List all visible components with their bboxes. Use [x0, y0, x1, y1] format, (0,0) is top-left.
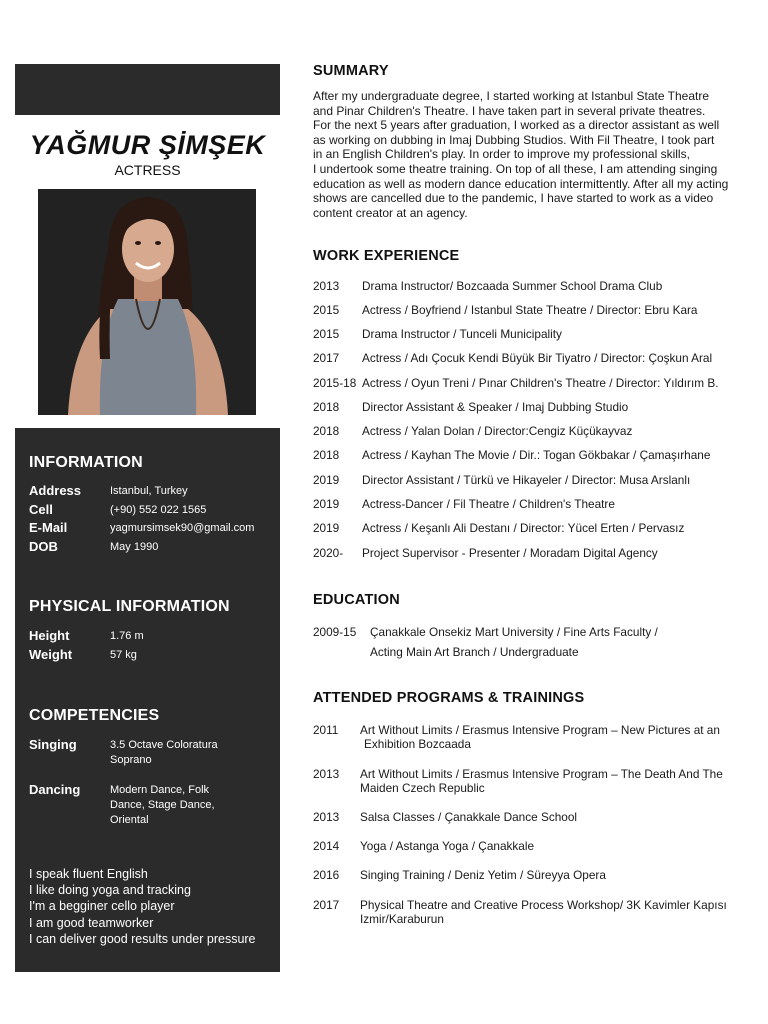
work-text: Project Supervisor - Presenter / Moradam Digital Agency [362, 546, 658, 560]
work-year: 2017 [313, 351, 340, 365]
training-item [313, 868, 743, 882]
training-year: 2013 [313, 810, 340, 824]
summary-line: shows are cancelled due to the pandemic, I have started to work as a video [313, 191, 714, 206]
work-heading: WORK EXPERIENCE [313, 248, 460, 264]
work-item [313, 546, 658, 560]
physical-value: 57 kg [110, 649, 137, 661]
training-text [360, 767, 743, 795]
education-heading: EDUCATION [313, 592, 400, 608]
info-label: Cell [29, 501, 53, 517]
work-text: Actress / Yalan Dolan / Director:Cengiz Küçükayvaz [362, 424, 633, 438]
competency-label: Singing [29, 737, 77, 752]
training-year: 2017 [313, 898, 340, 912]
work-year: 2013 [313, 279, 340, 293]
work-year: 2018 [313, 400, 340, 414]
education-line: Acting Main Art Branch / Undergraduate [370, 645, 579, 659]
training-item [313, 839, 743, 853]
training-text: Singing Training / Deniz Yetim / Süreyya Opera [360, 868, 606, 882]
info-row-cell [29, 502, 274, 521]
info-label: DOB [29, 538, 58, 554]
candidate-name: YAĞMUR ŞİMŞEK [29, 130, 266, 160]
sidebar-panel [15, 428, 280, 972]
work-item [313, 279, 662, 293]
work-text: Director Assistant / Türkü ve Hikayeler / Director: Musa Arslanlı [362, 473, 691, 487]
training-line: Physical Theatre and Creative Process Workshop/ 3K Kavimler Kapısı [360, 898, 727, 912]
note-item: I like doing yoga and tracking [29, 883, 191, 898]
note-item: I speak fluent English [29, 867, 148, 881]
summary-line: in an English Children's play. In order to improve my professional skills, [313, 147, 690, 162]
summary-line: content creator at an agency. [313, 205, 468, 220]
work-year: 2015 [313, 327, 340, 341]
work-text: Actress-Dancer / Fil Theatre / Children's Theatre [362, 497, 615, 511]
training-line: Exhibition Bozcaada [364, 737, 471, 751]
training-text: Salsa Classes / Çanakkale Dance School [360, 810, 578, 824]
education-line: Çanakkale Onsekiz Mart University / Fine Arts Faculty / [370, 625, 658, 639]
work-year: 2019 [313, 521, 340, 535]
physical-row-weight [29, 647, 274, 666]
summary-heading: SUMMARY [313, 63, 389, 79]
physical-heading: PHYSICAL INFORMATION [29, 598, 230, 615]
training-line: Art Without Limits / Erasmus Intensive Program – New Pictures at an [360, 723, 720, 737]
profile-photo [38, 189, 256, 415]
training-text [360, 723, 743, 751]
note-item: I can deliver good results under pressure [29, 931, 256, 946]
work-year: 2018 [313, 424, 340, 438]
info-row-email [29, 520, 274, 539]
portrait-illustration [38, 189, 256, 415]
work-item [313, 521, 684, 535]
education-year: 2009-15 [313, 625, 357, 639]
work-year: 2019 [313, 473, 340, 487]
information-heading: INFORMATION [29, 454, 143, 471]
work-text: Drama Instructor/ Bozcaada Summer School Drama Club [362, 279, 663, 293]
work-text: Actress / Boyfriend / Istanbul State Theatre / Director: Ebru Kara [362, 303, 698, 317]
training-text [360, 898, 743, 926]
work-item [313, 424, 632, 438]
info-value: Istanbul, Turkey [110, 485, 188, 497]
competency-value [110, 782, 274, 828]
work-text: Actress / Kayhan The Movie / Dir.: Togan Gökbakar / Çamaşırhane [362, 448, 711, 462]
education-text [370, 622, 658, 662]
name-block [15, 128, 280, 178]
work-year: 2018 [313, 448, 340, 462]
summary-line: and Pinar Children's Theatre. I have taken part in several private theatres. [313, 103, 706, 118]
summary-line: as working on dubbing in Imaj Dubbing Studios. With Fil Theatre, I took part [313, 132, 715, 147]
training-item [313, 723, 743, 751]
competency-line: Soprano [110, 754, 152, 766]
work-year: 2015-18 [313, 376, 357, 390]
physical-value: 1.76 m [110, 630, 144, 642]
info-value: May 1990 [110, 540, 159, 553]
work-year: 2019 [313, 497, 340, 511]
competencies-list [29, 737, 274, 828]
training-line: Izmir/Karaburun [360, 912, 444, 926]
training-item [313, 898, 743, 926]
training-line: Maiden Czech Republic [360, 781, 485, 795]
work-text: Director Assistant & Speaker / Imaj Dubbing Studio [362, 400, 629, 414]
work-text: Actress / Adı Çocuk Kendi Büyük Bir Tiyatro / Director: Çoşkun Aral [362, 351, 713, 365]
work-text: Actress / Oyun Treni / Pınar Children's Theatre / Director: Yıldırım B. [362, 376, 719, 390]
header-bar [15, 64, 280, 115]
note-item: I am good teamworker [29, 915, 154, 930]
physical-list [29, 628, 274, 666]
work-item [313, 448, 710, 462]
summary-line: For the next 5 years after graduation, I worked as a director assistant as well [313, 118, 720, 133]
candidate-role: ACTRESS [114, 162, 181, 178]
competencies-heading: COMPETENCIES [29, 707, 160, 724]
training-item [313, 810, 743, 824]
info-row-dob [29, 539, 274, 558]
summary-line: I undertook some theatre training. On top of all these, I am attending singing [313, 161, 718, 176]
work-text: Actress / Keşanlı Ali Destanı / Director: Yücel Erten / Pervasız [362, 521, 685, 535]
training-year: 2013 [313, 767, 340, 781]
info-label: E-Mail [29, 520, 68, 535]
work-item [313, 351, 712, 365]
work-item [313, 497, 615, 511]
work-item [313, 327, 562, 341]
note-item: I'm a begginer cello player [29, 899, 175, 914]
information-list [29, 483, 274, 557]
info-label: Address [29, 483, 82, 498]
training-year: 2014 [313, 839, 340, 853]
training-line: Art Without Limits / Erasmus Intensive Program – The Death And The [360, 767, 723, 781]
training-item [313, 767, 743, 795]
summary-text [313, 89, 743, 220]
work-item [313, 400, 628, 414]
summary-line: education as well as modern dance education intermittently. After all my acting [313, 176, 729, 191]
competency-value [110, 737, 274, 768]
trainings-heading: ATTENDED PROGRAMS & TRAININGS [313, 690, 585, 706]
work-year: 2020- [313, 546, 344, 560]
competency-label: Dancing [29, 782, 81, 797]
competency-row-dancing [29, 782, 274, 828]
training-year: 2016 [313, 868, 340, 882]
physical-label: Weight [29, 647, 73, 662]
work-year: 2015 [313, 303, 340, 317]
info-value: (+90) 552 022 1565 [110, 503, 207, 516]
competency-line: Dance, Stage Dance, [110, 799, 215, 811]
physical-row-height [29, 628, 274, 647]
physical-label: Height [29, 628, 70, 643]
competency-line: Modern Dance, Folk [110, 784, 210, 796]
competency-row-singing [29, 737, 274, 782]
work-item [313, 376, 719, 390]
work-item [313, 303, 698, 317]
summary-line: After my undergraduate degree, I started working at Istanbul State Theatre [313, 89, 710, 103]
info-row-address [29, 483, 274, 502]
work-text: Drama Instructor / Tunceli Municipality [362, 327, 562, 341]
competency-line: Oriental [110, 814, 149, 826]
competency-line: 3.5 Octave Coloratura [110, 739, 218, 751]
education-item [313, 625, 658, 662]
training-year: 2011 [313, 723, 339, 737]
work-item [313, 473, 690, 487]
personal-notes [29, 866, 256, 947]
training-text: Yoga / Astanga Yoga / Çanakkale [360, 839, 535, 853]
info-value: yagmursimsek90@gmail.com [110, 522, 255, 534]
